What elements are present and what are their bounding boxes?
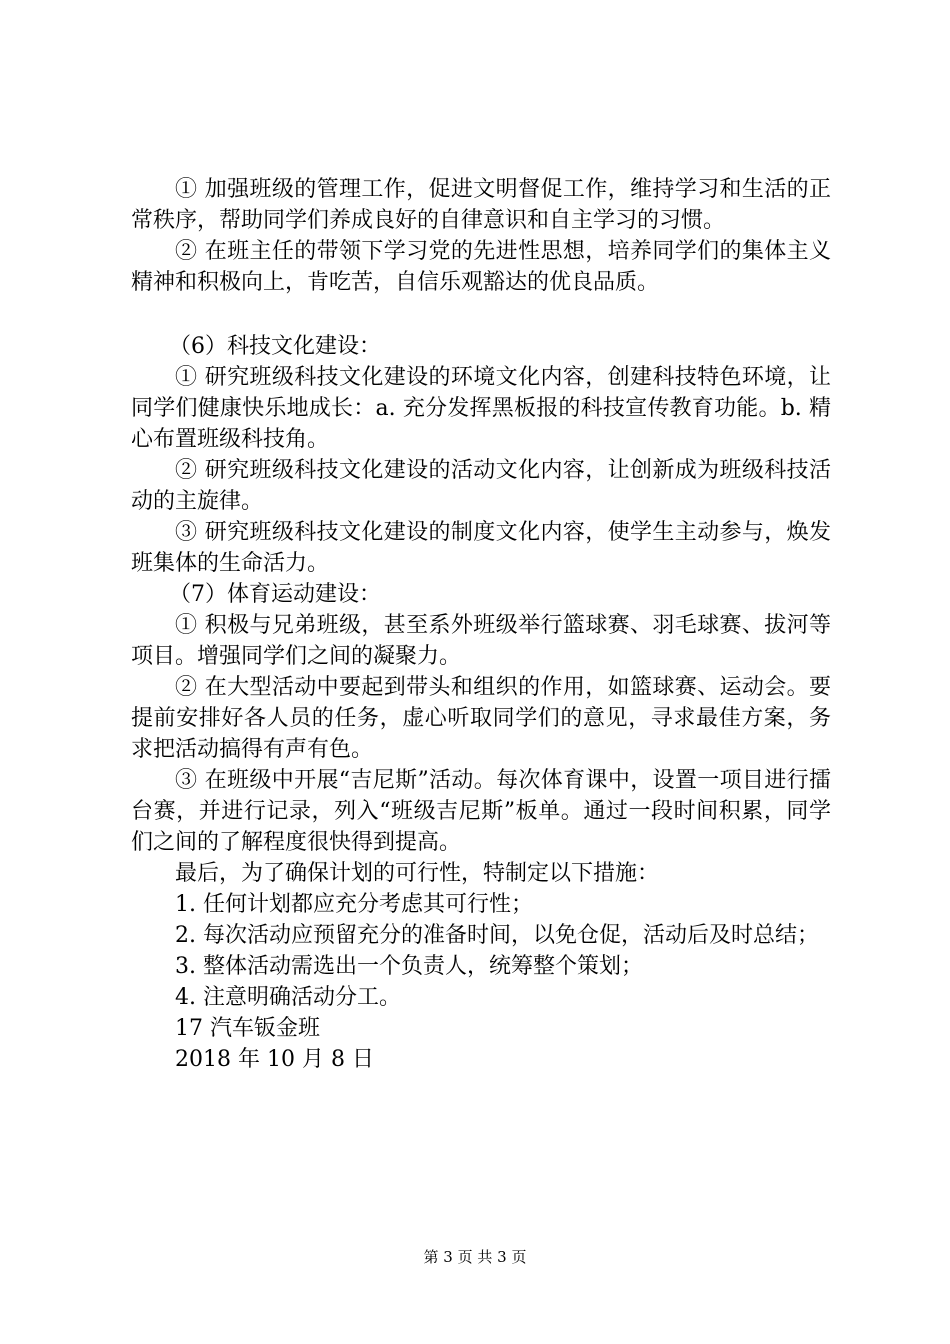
measure-item-1: 1. 任何计划都应充分考虑其可行性； [175,892,533,917]
paragraph-sports-competition: ① 积极与兄弟班级，甚至系外班级举行篮球赛、羽毛球赛、拔河等项目。增强同学们之间的凝聚力。 [131,613,831,669]
paragraph-party-study: ② 在班主任的带领下学习党的先进性思想，培养同学们的集体主义精神和积极向上，肯吃苦，自信乐观豁达的优良品质。 [131,239,831,295]
paragraph-sports-guinness: ③ 在班级中开展“吉尼斯”活动。每次体育课中，设置一项目进行擂台赛，并进行记录，列入“班级吉尼斯”板单。通过一段时间积累，同学们之间的了解程度很快得到提高。 [131,768,831,855]
section-heading-sports: （7）体育运动建设： [169,582,381,607]
signature-date: 2018 年 10 月 8 日 [175,1047,374,1072]
paragraph-measures-intro: 最后，为了确保计划的可行性，特制定以下措施： [175,861,660,886]
paragraph-science-system: ③ 研究班级科技文化建设的制度文化内容，使学生主动参与，焕发班集体的生命活力。 [131,520,831,576]
paragraph-management: ① 加强班级的管理工作，促进文明督促工作，维持学习和生活的正常秩序，帮助同学们养成良好的自律意识和自主学习的习惯。 [131,177,831,233]
section-heading-science-culture: （6）科技文化建设： [169,334,381,359]
paragraph-science-activity: ② 研究班级科技文化建设的活动文化内容，让创新成为班级科技活动的主旋律。 [131,458,831,514]
page-footer: 第 3 页 共 3 页 [423,1248,527,1266]
paragraph-sports-leadership: ② 在大型活动中要起到带头和组织的作用，如篮球赛、运动会。要提前安排好各人员的任务，虚心听取同学们的意见，寻求最佳方案，务求把活动搞得有声有色。 [131,675,831,762]
measure-item-4: 4. 注意明确活动分工。 [175,985,401,1010]
measure-item-3: 3. 整体活动需选出一个负责人，统筹整个策划； [175,954,643,979]
signature-class-name: 17 汽车钣金班 [175,1016,320,1041]
document-body [131,174,831,1075]
measure-item-2: 2. 每次活动应预留充分的准备时间，以免仓促，活动后及时总结； [175,923,819,948]
paragraph-science-environment: ① 研究班级科技文化建设的环境文化内容，创建科技特色环境，让同学们健康快乐地成长：a. 充分发挥黑板报的科技宣传教育功能。b. 精心布置班级科技角。 [131,365,831,452]
